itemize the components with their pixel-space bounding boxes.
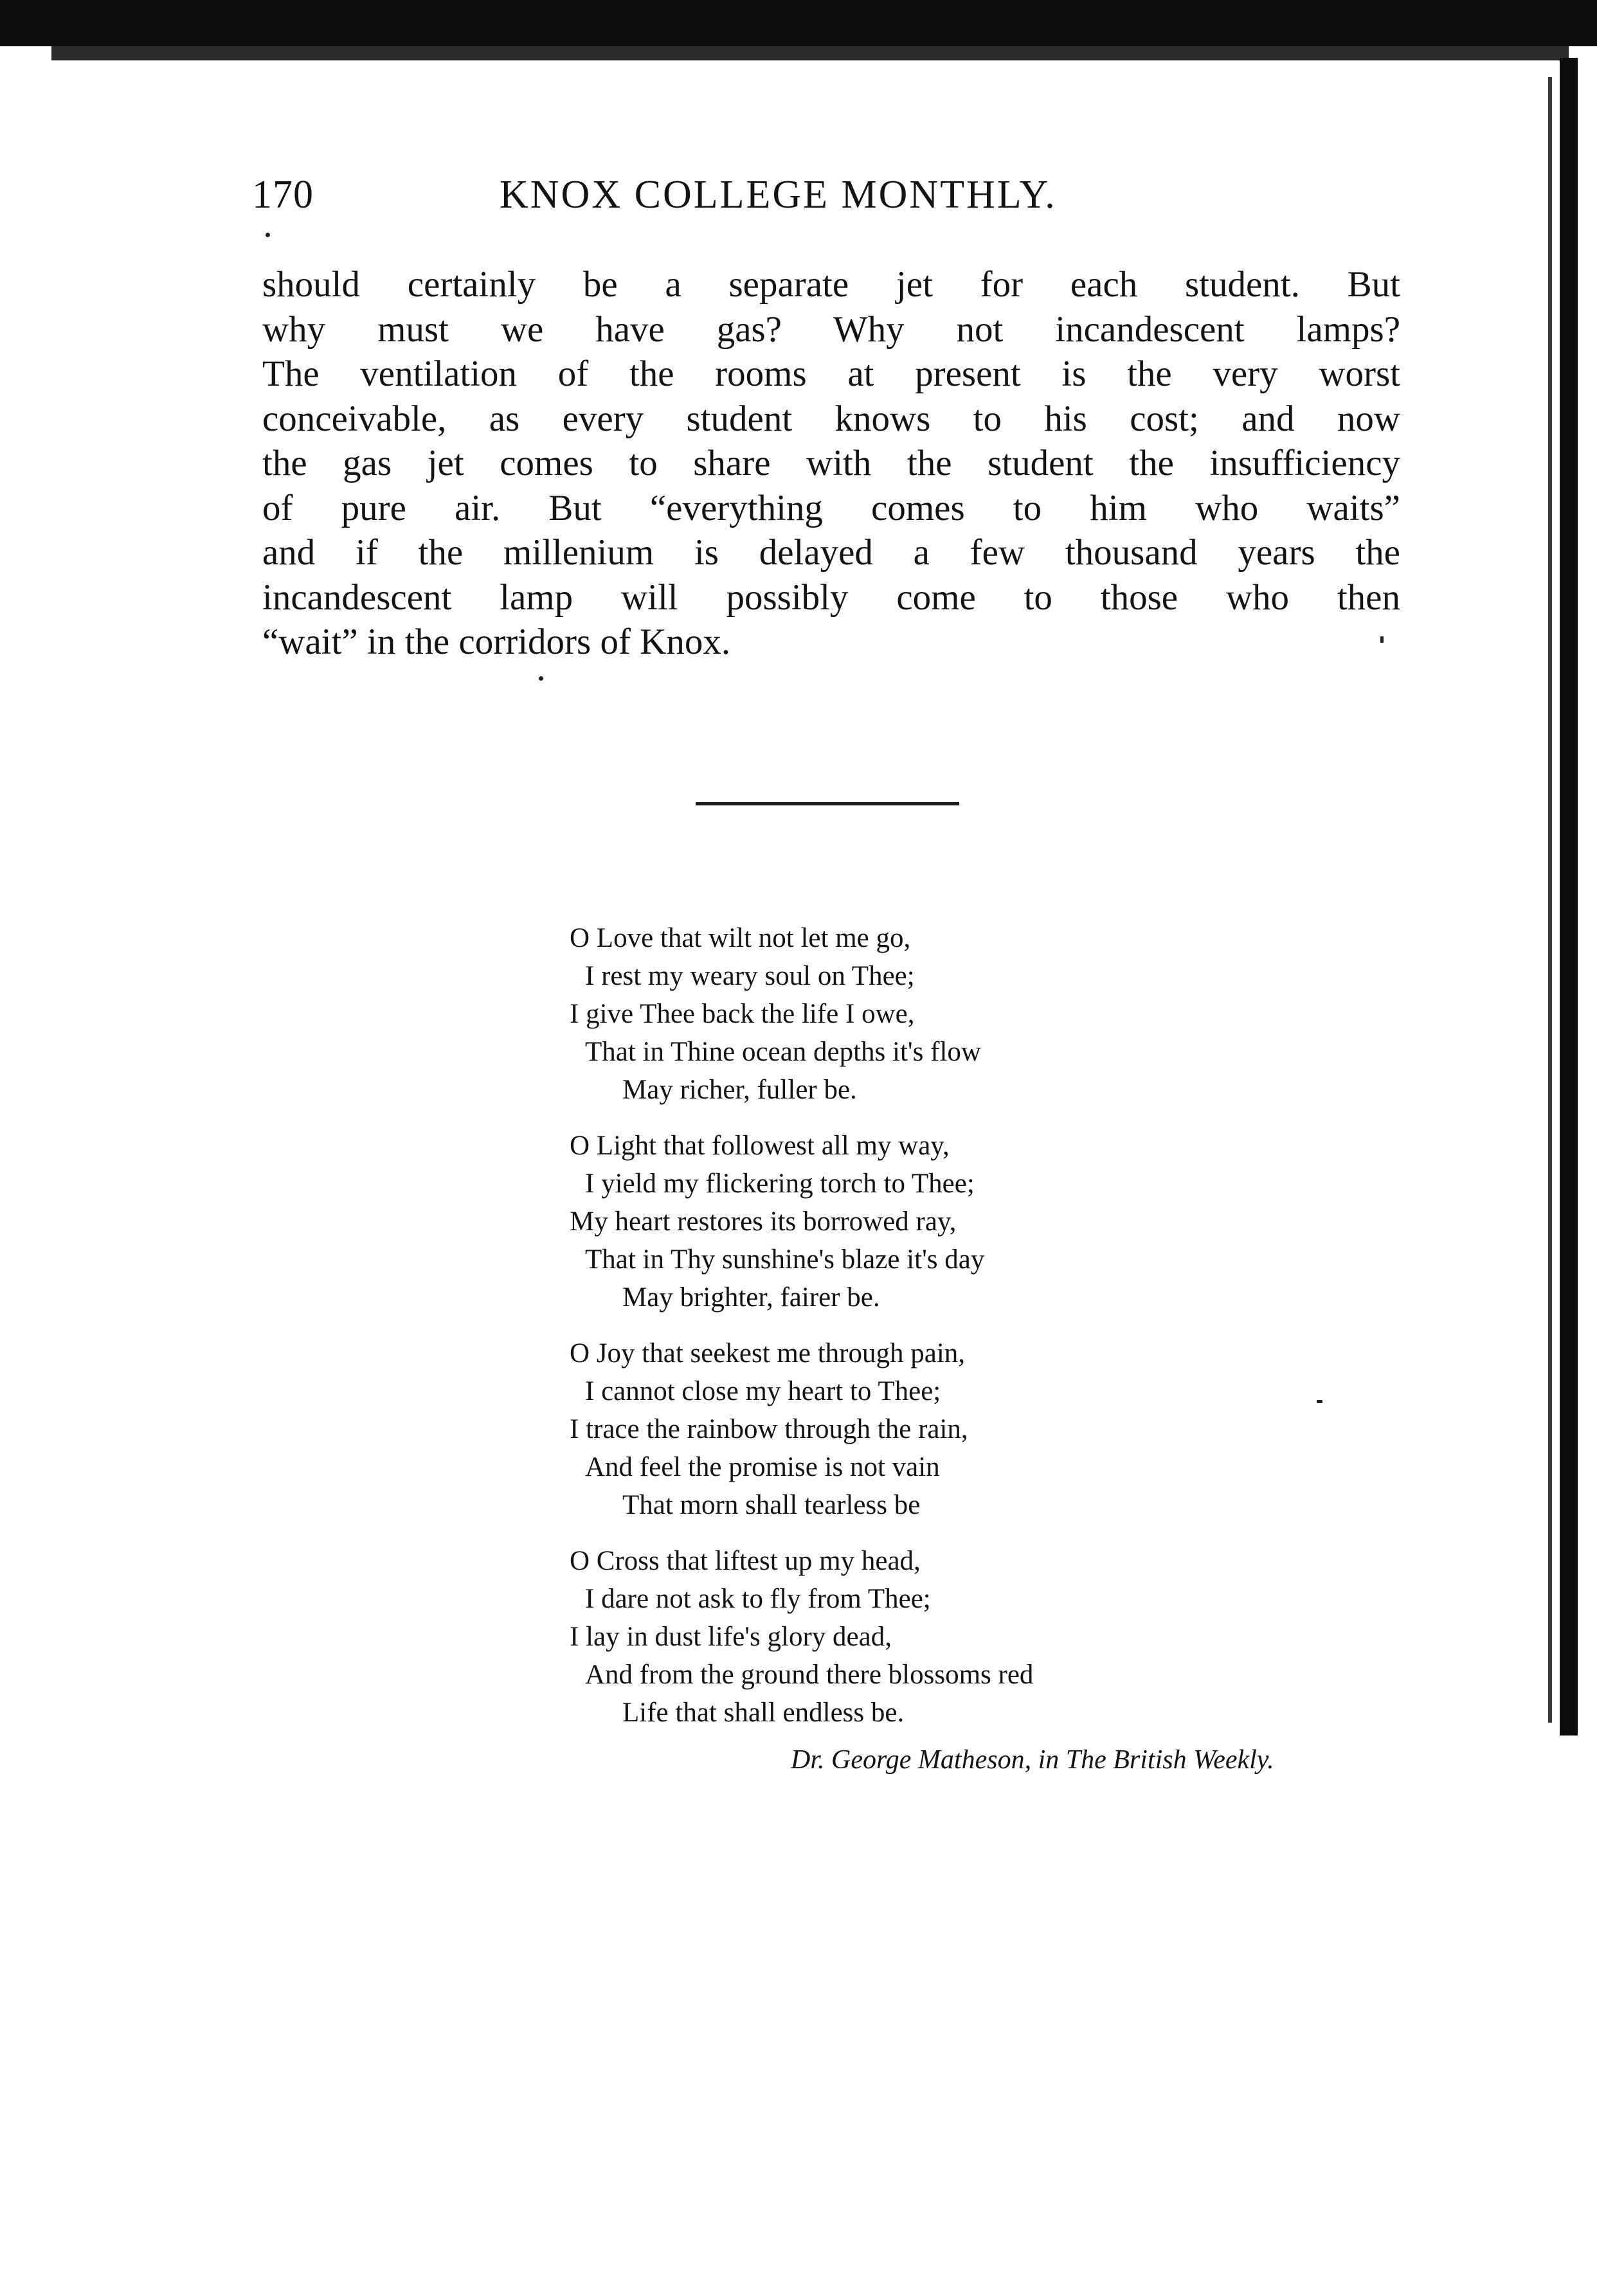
scan-speck <box>539 676 543 681</box>
journal-title: KNOX COLLEGE MONTHLY. <box>500 173 1057 217</box>
poem-line: Life that shall endless be. <box>622 1698 905 1728</box>
scan-border-right-inner <box>1548 77 1552 1723</box>
paragraph-line: “wait” in the corridors of Knox. <box>262 622 731 662</box>
poem-line: I trace the rainbow through the rain, <box>570 1414 968 1444</box>
poem-attribution: Dr. George Matheson, in The British Weekly. <box>791 1745 1274 1775</box>
poem-line: And feel the promise is not vain <box>585 1452 940 1482</box>
poem-line: I lay in dust life's glory dead, <box>570 1622 892 1652</box>
poem <box>570 919 1470 1750</box>
paragraph-line: incandescent lamp will possibly come to those who then <box>262 577 1400 618</box>
poem-line: O Light that followest all my way, <box>570 1131 950 1161</box>
poem-stanza <box>570 1127 1470 1316</box>
poem-line: I dare not ask to fly from Thee; <box>585 1584 931 1614</box>
poem-line: I give Thee back the life I owe, <box>570 999 915 1029</box>
poem-stanza <box>570 919 1470 1109</box>
poem-line: That in Thine ocean depths it's flow <box>585 1037 981 1067</box>
running-head <box>252 172 1412 224</box>
poem-line: That in Thy sunshine's blaze it's day <box>585 1244 985 1275</box>
poem-stanza <box>570 1542 1470 1732</box>
page-number: 170 <box>252 173 314 217</box>
scan-speck <box>1380 636 1384 643</box>
paragraph-line: The ventilation of the rooms at present is the very worst <box>262 354 1400 394</box>
scan-border-gap <box>0 60 1597 73</box>
poem-line: May richer, fuller be. <box>622 1075 857 1105</box>
poem-line: I yield my flickering torch to Thee; <box>585 1169 975 1199</box>
poem-line: May brighter, fairer be. <box>622 1282 880 1313</box>
poem-stanza <box>570 1334 1470 1524</box>
poem-line: O Love that wilt not let me go, <box>570 923 911 953</box>
paragraph-line: conceivable, as every student knows to his cost; and now <box>262 398 1400 439</box>
poem-line: O Joy that seekest me through pain, <box>570 1338 966 1368</box>
section-divider-rule <box>696 802 959 805</box>
body-paragraph <box>262 262 1400 665</box>
scan-border-right <box>1560 58 1578 1735</box>
paragraph-line: why must we have gas? Why not incandescent lamps? <box>262 309 1400 350</box>
scan-speck <box>266 233 270 237</box>
scan-border-shadow <box>51 46 1569 60</box>
paragraph-line: and if the millenium is delayed a few thousand years the <box>262 532 1400 573</box>
paragraph-line: should certainly be a separate jet for each student. But <box>262 264 1400 305</box>
poem-line: O Cross that liftest up my head, <box>570 1546 921 1576</box>
scan-border-top <box>0 0 1597 46</box>
poem-line: I rest my weary soul on Thee; <box>585 961 915 991</box>
poem-line: I cannot close my heart to Thee; <box>585 1376 941 1406</box>
paragraph-line: the gas jet comes to share with the student the insufficiency <box>262 443 1400 483</box>
poem-line: That morn shall tearless be <box>622 1490 921 1520</box>
poem-line: My heart restores its borrowed ray, <box>570 1206 957 1237</box>
paragraph-line: of pure air. But “everything comes to him who waits” <box>262 487 1400 528</box>
scan-speck <box>1317 1400 1322 1403</box>
poem-line: And from the ground there blossoms red <box>585 1660 1034 1690</box>
